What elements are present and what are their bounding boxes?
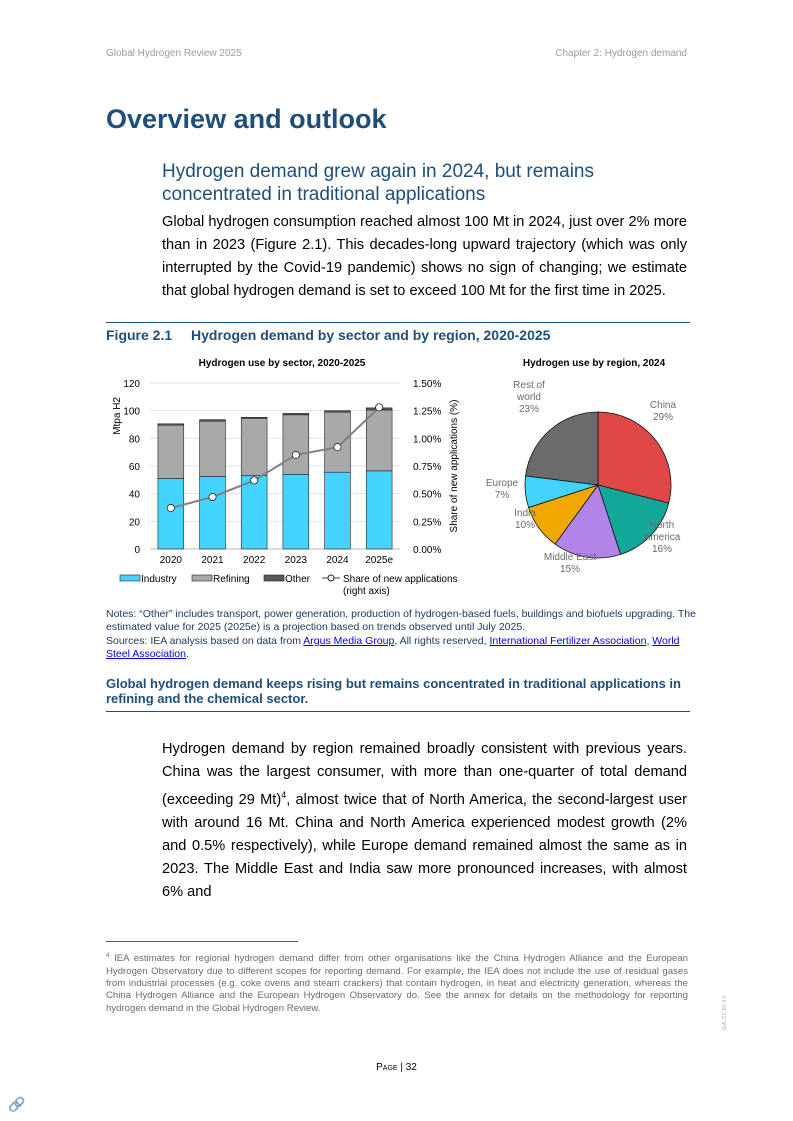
share-point — [376, 404, 383, 411]
y-tick-label: 100 — [123, 406, 140, 418]
key-message: Global hydrogen demand keeps rising but remains concentrated in traditional applications in refining and the chemical sector. — [106, 676, 681, 706]
legend-swatch-refining — [192, 575, 212, 581]
share-point — [251, 477, 258, 484]
figure-bottom-rule — [106, 711, 690, 712]
page-label: Page — [376, 1062, 398, 1073]
notes-text: Notes: “Other” includes transport, power generation, production of hydrogen-based fuels, buildings and biofuels upgrading. The estimated value for 2025 (2025e) is a projection based on trends observed until July 2025. — [106, 608, 696, 633]
bar-refining — [241, 418, 267, 475]
bar-refining — [158, 425, 184, 478]
share-point — [334, 444, 341, 451]
pie-label: Rest of — [513, 380, 545, 391]
footnote-rule — [106, 941, 298, 942]
paragraph-2-text-b: , almost twice that of North America, the second-largest user with around 16 Mt. China and North America experienced modest growth (2% and 0.5% respectively), while Europe demand remained almost the same as in 2023. The Middle East and India saw more pronounced increases, with almost 6% and — [162, 791, 687, 900]
legend-label: Industry — [141, 574, 177, 585]
share-point — [292, 451, 299, 458]
paragraph-2 — [162, 738, 687, 904]
bar-industry — [200, 476, 226, 549]
running-header-right: Chapter 2: Hydrogen demand — [555, 48, 687, 59]
paragraph-2-text-a: Hydrogen demand by region remained broadly consistent with previous years. China was the largest consumer, with more than one-quarter of total demand (exceeding 29 Mt) — [162, 741, 687, 808]
pie-label: Europe — [485, 478, 519, 489]
legend-label: Share of new applications — [343, 574, 458, 585]
link-worldsteel[interactable]: World Steel Association — [106, 635, 680, 660]
legend-marker — [328, 575, 334, 581]
bar-refining — [366, 410, 392, 471]
x-tick-label: 2020 — [159, 555, 182, 566]
y2-tick-label: 0.50% — [413, 489, 442, 501]
y-tick-label: 20 — [128, 517, 140, 529]
license-text: IEA. CC BY 4.0. — [722, 994, 728, 1030]
page-title: Overview and outlook — [106, 104, 387, 134]
y2-tick-label: 0.75% — [413, 462, 442, 473]
watermark-logo: 🔗 — [8, 1096, 26, 1112]
pie-label: world — [517, 392, 541, 403]
pie-slice-rest-of-world — [526, 412, 598, 485]
y-tick-label: 60 — [128, 462, 140, 473]
bar-refining — [325, 412, 351, 472]
legend-swatch-industry — [120, 575, 140, 581]
y2-tick-label: 0.25% — [413, 517, 442, 529]
x-tick-label: 2021 — [201, 555, 224, 566]
pie-label: North — [649, 520, 675, 531]
y2-tick-label: 1.00% — [413, 434, 442, 446]
sources-text — [106, 635, 696, 660]
bar-industry — [241, 476, 267, 549]
pie-label: 10% — [514, 520, 536, 531]
y-tick-label: 80 — [128, 434, 140, 446]
bar-other — [283, 413, 309, 414]
bar-other — [200, 420, 226, 421]
x-tick-label: 2022 — [243, 555, 266, 566]
footnote — [106, 950, 688, 1015]
figure-number: Figure 2.1 — [106, 327, 173, 343]
y2-axis-label: Share of new applications (%) — [449, 399, 460, 533]
y-tick-label: 0 — [134, 545, 140, 556]
footnote-text: IEA estimates for regional hydrogen demand differ from other organisations like the China Hydrogen Alliance and the European Hydrogen Observatory due to different scopes for reporting demand. For example, the IEA does not include the use of residual gases from industrial processes (e.g. coke ovens and steam crackers) that contain hydrogen, in heat and electricity generation, whereas the China Hydrogen Alliance and the European Hydrogen Observatory do. See the annex for details on the methodology for reporting hydrogen demand in the Global Hydrogen Review. — [106, 953, 688, 1014]
pie-label: 23% — [518, 404, 540, 415]
y2-tick-label: 1.50% — [413, 379, 442, 390]
pie-label: China — [649, 400, 677, 411]
sources-prefix: Sources: IEA analysis based on data from — [106, 635, 304, 647]
y2-tick-label: 1.25% — [413, 406, 442, 418]
pie-label: Middle East — [543, 552, 597, 563]
legend-label: (right axis) — [343, 586, 390, 597]
bar-industry — [325, 472, 351, 549]
pie-label: 16% — [651, 544, 673, 555]
figure-title: Hydrogen demand by sector and by region, 2020-2025 — [191, 327, 551, 343]
sources-mid: , All rights reserved, — [394, 635, 490, 647]
x-tick-label: 2023 — [284, 555, 307, 566]
share-point — [167, 504, 174, 511]
pie-label: 7% — [494, 490, 510, 501]
pie-label: 29% — [652, 412, 674, 423]
link-argus[interactable]: Argus Media Group — [303, 635, 395, 647]
figure-notes — [106, 608, 696, 660]
page-number: Page | 32 — [376, 1062, 417, 1073]
bar-other — [325, 411, 351, 412]
y-tick-label: 40 — [128, 489, 140, 501]
section-subheading: Hydrogen demand grew again in 2024, but remains concentrated in traditional applications — [162, 161, 594, 205]
bar-other — [158, 424, 184, 425]
pie-label: 15% — [559, 564, 581, 575]
share-point — [209, 493, 216, 500]
sources-comma: , — [646, 635, 653, 647]
y2-tick-label: 0.00% — [413, 545, 442, 556]
bar-refining — [200, 421, 226, 476]
pie-chart-title: Hydrogen use by region, 2024 — [522, 358, 666, 369]
x-tick-label: 2024 — [326, 555, 349, 566]
pie-label: India — [514, 508, 536, 519]
bar-chart-title: Hydrogen use by sector, 2020-2025 — [198, 358, 366, 369]
legend-swatch-other — [264, 575, 284, 581]
footnote-ref[interactable]: 4 — [281, 790, 287, 800]
sources-end: . — [185, 647, 189, 660]
footnote-number: 4 — [106, 953, 110, 959]
bar-industry — [366, 471, 392, 549]
bar-industry — [158, 478, 184, 549]
bar-other — [241, 417, 267, 418]
bar-industry — [283, 474, 309, 549]
x-tick-label: 2025e — [365, 555, 394, 566]
legend-label: Other — [285, 574, 311, 585]
pie-label: America — [643, 532, 681, 543]
running-header-left: Global Hydrogen Review 2025 — [106, 48, 242, 59]
page-number-value: 32 — [405, 1062, 417, 1073]
legend-label: Refining — [213, 574, 250, 585]
y-tick-label: 120 — [123, 379, 140, 390]
paragraph-1: Global hydrogen consumption reached almost 100 Mt in 2024, just over 2% more than in 2023 (Figure 2.1). This decades-long upward trajectory (which was only interrupted by the Covid-19 pandemic) shows no sign of changing; we estimate that global hydrogen demand is set to exceed 100 Mt for the first time in 2025. — [162, 214, 687, 299]
bar-refining — [283, 415, 309, 474]
link-ifa[interactable]: International Fertilizer Association — [489, 635, 647, 647]
y-axis-label: Mtpa H2 — [112, 397, 123, 435]
